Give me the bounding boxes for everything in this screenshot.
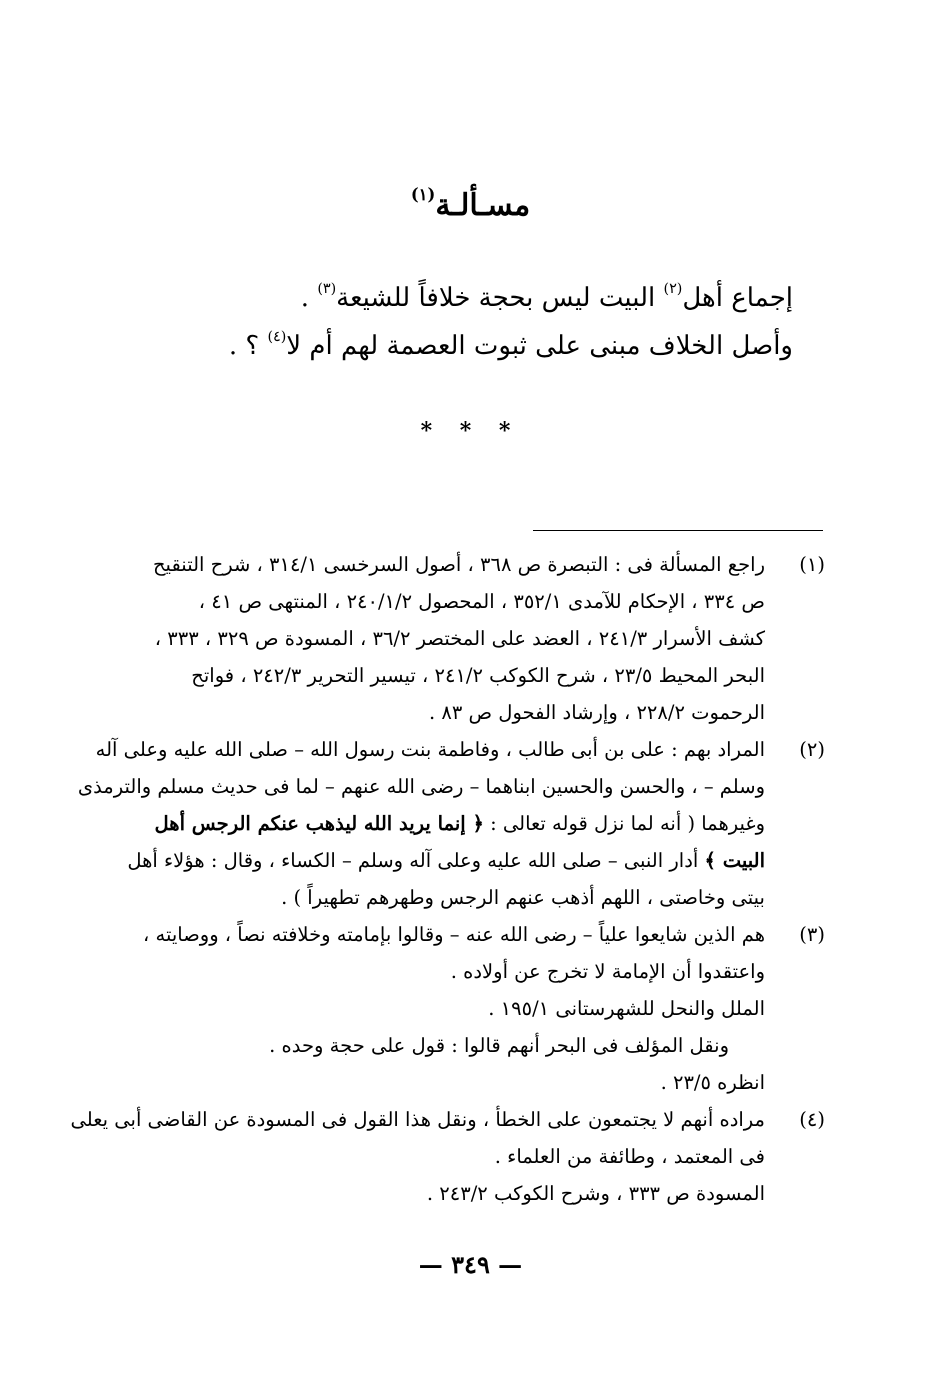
main-line-2-part-2: ؟ . bbox=[228, 331, 268, 361]
main-text bbox=[113, 274, 793, 370]
footnote-line: انظره ٢٣/٥ . bbox=[660, 1071, 765, 1094]
footnote-line: المراد بهم : على بن أبى طالب ، وفاطمة بنت رسول الله – صلى الله عليه وعلى آله bbox=[95, 738, 765, 761]
main-line-1-part-1: إجماع أهل bbox=[682, 283, 793, 313]
footnote-text: أدار النبى – صلى الله عليه وعلى آله وسلم – الكساء ، وقال : هؤلاء أهل bbox=[127, 849, 705, 872]
footnote-line: وسلم – ، والحسن والحسين ابناهما – رضى الله عنهم – لما فى حديث مسلم والترمذى bbox=[77, 775, 765, 798]
section-separator: * * * bbox=[420, 418, 521, 444]
footnote-number: (٢) bbox=[799, 738, 825, 761]
footnote-line: الرحموت ٢٢٨/٢ ، وإرشاد الفحول ص ٨٣ . bbox=[428, 701, 765, 724]
footnote-number: (١) bbox=[799, 553, 825, 576]
footnote-ref-4: (٤) bbox=[267, 329, 287, 346]
footnote-line: كشف الأسرار ٢٤١/٣ ، العضد على المختصر ٣٦/٢ ، المسودة ص ٣٢٩ ، ٣٣٣ ، bbox=[154, 627, 765, 650]
footnote-line bbox=[127, 842, 765, 879]
quran-verse-end: البيت ﴾ bbox=[704, 849, 765, 872]
quran-verse: ﴿ إنما يريد الله ليذهب عنكم الرجس أهل bbox=[154, 812, 484, 835]
main-line-1-part-2: البيت ليس بحجة خلافاً للشيعة bbox=[336, 283, 664, 313]
footnote-line: ونقل المؤلف فى البحر أنهم قالوا : قول على حجة وحده . bbox=[269, 1034, 729, 1057]
footnote-line: فى المعتمد ، وطائفة من العلماء . bbox=[494, 1145, 765, 1168]
footnote-line: المسودة ص ٣٣٣ ، وشرح الكوكب ٢٤٣/٢ . bbox=[426, 1182, 765, 1205]
main-line-2-part-1: وأصل الخلاف مبنى على ثبوت العصمة لهم أم لا bbox=[286, 331, 793, 361]
footnote-line: هم الذين شايعوا علياً – رضى الله عنه – وقالوا بإمامته وخلافته نصاً ، ووصايته ، bbox=[143, 923, 765, 946]
title-footnote-ref: (١) bbox=[410, 185, 436, 205]
footnote-line: بيتى وخاصتى ، اللهم أذهب عنهم الرجس وطهرهم تطهيراً ) . bbox=[281, 886, 765, 909]
page-title bbox=[0, 185, 941, 223]
footnote-4 bbox=[70, 1101, 825, 1212]
footnote-divider bbox=[533, 530, 823, 531]
footnote-ref-3: (٣) bbox=[317, 281, 337, 298]
footnote-line: البحر المحيط ٢٣/٥ ، شرح الكوكب ٢٤١/٢ ، تيسير التحرير ٢٤٢/٣ ، فواتح bbox=[191, 664, 765, 687]
footnote-number: (٣) bbox=[799, 923, 825, 946]
footnote-line: مراده أنهم لا يجتمعون على الخطأ ، ونقل هذا القول فى المسودة عن القاضى أبى يعلى bbox=[70, 1108, 765, 1131]
footnote-line: راجع المسألة فى : التبصرة ص ٣٦٨ ، أصول السرخسى ٣١٤/١ ، شرح التنقيح bbox=[152, 553, 765, 576]
footnote-3 bbox=[135, 916, 825, 1101]
footnote-1 bbox=[135, 546, 825, 731]
title-text: مسـألـة bbox=[435, 188, 531, 223]
footnote-line bbox=[135, 805, 765, 842]
footnote-line: واعتقدوا أن الإمامة لا تخرج عن أولاده . bbox=[450, 960, 765, 983]
main-line-1 bbox=[113, 274, 793, 322]
footnote-2 bbox=[77, 731, 825, 916]
footnote-line: ص ٣٣٤ ، الإحكام للآمدى ٣٥٢/١ ، المحصول ٢٤٠/١/٢ ، المنتهى ص ٤١ ، bbox=[198, 590, 765, 613]
main-line-2 bbox=[113, 322, 793, 370]
footnotes bbox=[70, 546, 825, 1212]
footnote-text: وغيرهما ( أنه لما نزل قوله تعالى : bbox=[483, 812, 765, 835]
footnote-number: (٤) bbox=[799, 1108, 825, 1131]
footnote-ref-2: (٢) bbox=[663, 281, 683, 298]
page-number: — ٣٤٩ — bbox=[418, 1250, 523, 1279]
main-line-1-part-3: . bbox=[300, 283, 318, 313]
footnote-line: الملل والنحل للشهرستانى ١٩٥/١ . bbox=[488, 997, 765, 1020]
